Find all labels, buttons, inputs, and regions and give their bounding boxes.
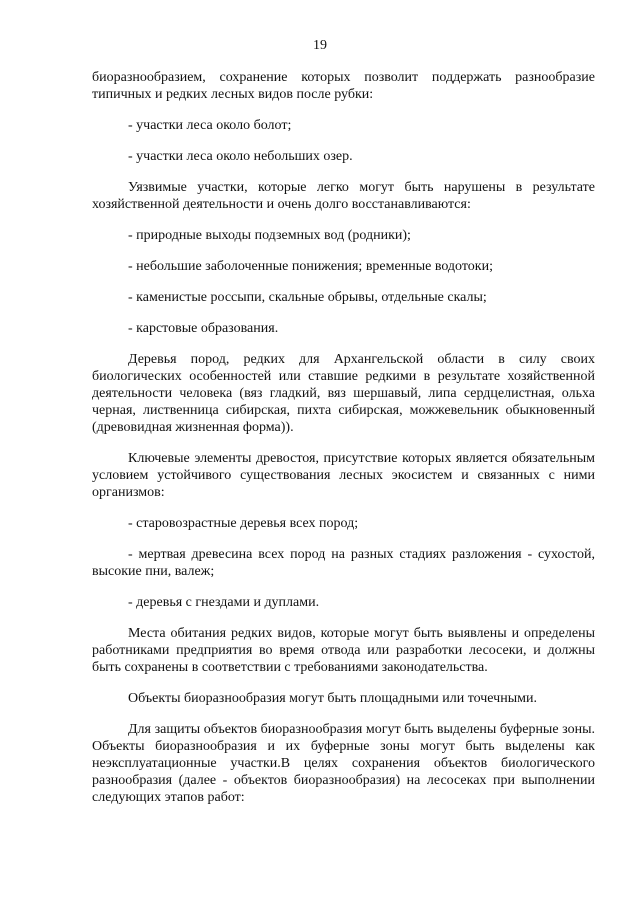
paragraph-spacer <box>92 501 595 515</box>
list-item-nest-trees: - деревья с гнездами и дуплами. <box>128 595 320 610</box>
paragraph-rare-species-habitats: Места обитания редких видов, которые могут быть выявлены и определены работниками предприятия во время отвода или разработки лесосеки, и должны быть сохранены в соответствии с требованиями законодательства. <box>92 626 595 675</box>
list-item-old-growth: - старовозрастные деревья всех пород; <box>128 516 359 531</box>
paragraph-spacer <box>92 532 595 546</box>
paragraph-vulnerable-areas: Уязвимые участки, которые легко могут быть нарушены в результате хозяйственной деятельности и очень долго восстанавливаются: <box>92 180 595 212</box>
paragraph-spacer <box>92 707 595 721</box>
paragraph-spacer <box>92 436 595 450</box>
list-item-lake-forest: - участки леса около небольших озер. <box>128 149 353 164</box>
paragraph-spacer <box>92 337 595 351</box>
paragraph-spacer <box>92 306 595 320</box>
list-item-springs: - природные выходы подземных вод (родники); <box>128 228 411 243</box>
paragraph-spacer <box>92 580 595 594</box>
page-number: 19 <box>313 38 327 53</box>
paragraph-spacer <box>92 244 595 258</box>
paragraph-rare-tree-species: Деревья пород, редких для Архангельской области в силу своих биологических особенностей или ставшие редкими в результате хозяйственной деятельности человека (вяз гладкий, вяз шершавый, липа сердцелистная, ольха черная, лиственница сибирская, пихта сибирская, можжевельник обыкновенный (древовидная жизненная форма)). <box>92 352 595 435</box>
paragraph-spacer <box>92 611 595 625</box>
paragraph-spacer <box>92 676 595 690</box>
list-item-rock-outcrops: - каменистые россыпи, скальные обрывы, отдельные скалы; <box>128 290 487 305</box>
paragraph-spacer <box>92 165 595 179</box>
paragraph-continuation: биоразнообразием, сохранение которых позволит поддержать разнообразие типичных и редких лесных видов после рубки: <box>92 70 595 102</box>
paragraph-spacer <box>92 213 595 227</box>
paragraph-spacer <box>92 275 595 289</box>
page-content <box>92 69 595 806</box>
paragraph-key-stand-elements: Ключевые элементы древостоя, присутствие которых является обязательным условием устойчивого существования лесных экосистем и связанных с ними организмов: <box>92 451 595 500</box>
list-item-dead-wood: - мертвая древесина всех пород на разных стадиях разложения - сухостой, высокие пни, валеж; <box>92 547 595 579</box>
paragraph-spacer <box>92 134 595 148</box>
list-item-karst: - карстовые образования. <box>128 321 279 336</box>
list-item-bog-forest: - участки леса около болот; <box>128 118 292 133</box>
paragraph-buffer-zones: Для защиты объектов биоразнообразия могут быть выделены буферные зоны. Объекты биоразнообразия и их буферные зоны могут быть выделены как неэксплуатационные участки.В целях сохранения объектов биологического разнообразия (далее - объектов биоразнообразия) на лесосеках при выполнении следующих этапов работ: <box>92 722 595 805</box>
paragraph-object-types: Объекты биоразнообразия могут быть площадными или точечными. <box>128 691 537 706</box>
list-item-wetlands: - небольшие заболоченные понижения; временные водотоки; <box>128 259 493 274</box>
paragraph-spacer <box>92 103 595 117</box>
